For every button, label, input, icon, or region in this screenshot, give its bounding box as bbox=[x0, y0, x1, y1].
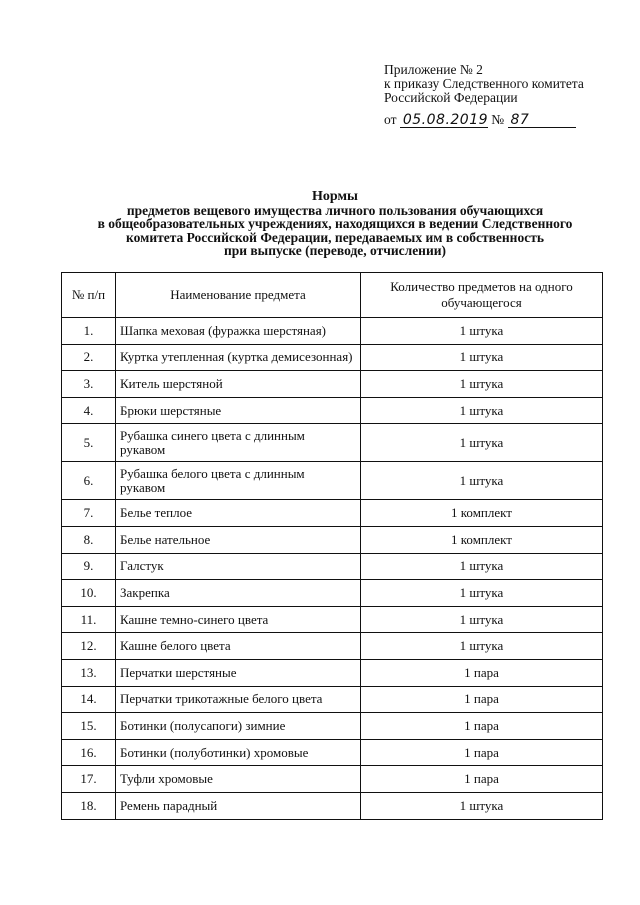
header-qty-line-2: обучающегося bbox=[441, 295, 522, 310]
row-qty: 1 штука bbox=[361, 344, 603, 371]
row-name: Кашне темно-синего цвета bbox=[116, 606, 361, 633]
row-qty: 1 пара bbox=[361, 713, 603, 740]
row-num: 15. bbox=[62, 713, 116, 740]
row-num: 18. bbox=[62, 792, 116, 819]
row-num: 1. bbox=[62, 318, 116, 345]
row-name-line-2: рукавом bbox=[120, 479, 166, 495]
header-qty bbox=[361, 273, 603, 318]
row-name: Перчатки трикотажные белого цвета bbox=[116, 686, 361, 713]
row-name: Туфли хромовые bbox=[116, 766, 361, 793]
row-name: Китель шерстяной bbox=[116, 371, 361, 398]
order-date: 05.08.2019 bbox=[400, 113, 488, 128]
row-qty: 1 штука bbox=[361, 606, 603, 633]
title-line-3: комитета Российской Федерации, передаваемых им в собственность bbox=[126, 229, 544, 245]
row-name: Ботинки (полуботинки) хромовые bbox=[116, 739, 361, 766]
appendix-org: Российской Федерации bbox=[384, 90, 518, 105]
row-qty: 1 штука bbox=[361, 553, 603, 580]
table-row bbox=[62, 713, 603, 740]
table-row bbox=[62, 318, 603, 345]
row-qty: 1 штука bbox=[361, 371, 603, 398]
row-name: Перчатки шерстяные bbox=[116, 659, 361, 686]
row-qty: 1 штука bbox=[361, 462, 603, 500]
row-qty: 1 штука bbox=[361, 633, 603, 660]
header-qty-line-1: Количество предметов на одного bbox=[390, 279, 573, 294]
row-name: Кашне белого цвета bbox=[116, 633, 361, 660]
row-name: Шапка меховая (фуражка шерстяная) bbox=[116, 318, 361, 345]
table-row bbox=[62, 526, 603, 553]
table-row bbox=[62, 397, 603, 424]
table-row bbox=[62, 739, 603, 766]
row-name-line-2: рукавом bbox=[120, 441, 166, 457]
order-from-label: от bbox=[384, 112, 397, 127]
title-line-4: при выпуске (переводе, отчислении) bbox=[223, 243, 447, 258]
row-qty: 1 пара bbox=[361, 766, 603, 793]
row-name: Галстук bbox=[116, 553, 361, 580]
title-line-2: в общеобразовательных учреждениях, находящихся в ведении Следственного bbox=[97, 216, 573, 231]
row-num: 12. bbox=[62, 633, 116, 660]
table-row bbox=[62, 553, 603, 580]
row-num: 7. bbox=[62, 500, 116, 527]
table-row bbox=[62, 686, 603, 713]
row-name: Ботинки (полусапоги) зимние bbox=[116, 713, 361, 740]
row-qty: 1 штука bbox=[361, 792, 603, 819]
row-num: 13. bbox=[62, 659, 116, 686]
table-row bbox=[62, 462, 603, 500]
table-row bbox=[62, 792, 603, 819]
appendix-header bbox=[384, 63, 584, 105]
table-row bbox=[62, 606, 603, 633]
table-row bbox=[62, 500, 603, 527]
row-qty: 1 пара bbox=[361, 686, 603, 713]
title-main: Нормы bbox=[312, 189, 358, 204]
row-num: 9. bbox=[62, 553, 116, 580]
row-num: 5. bbox=[62, 424, 116, 462]
row-num: 2. bbox=[62, 344, 116, 371]
table-row bbox=[62, 766, 603, 793]
row-name: Куртка утепленная (куртка демисезонная) bbox=[116, 344, 361, 371]
row-qty: 1 пара bbox=[361, 739, 603, 766]
title-line-1: предметов вещевого имущества личного пользования обучающихся bbox=[126, 202, 544, 218]
row-qty: 1 комплект bbox=[361, 526, 603, 553]
row-name: Ремень парадный bbox=[116, 792, 361, 819]
row-num: 11. bbox=[62, 606, 116, 633]
order-date-line bbox=[384, 112, 610, 128]
row-qty: 1 комплект bbox=[361, 500, 603, 527]
table-row bbox=[62, 580, 603, 607]
row-name: Брюки шерстяные bbox=[116, 397, 361, 424]
header-num: № п/п bbox=[62, 273, 116, 318]
row-num: 14. bbox=[62, 686, 116, 713]
table-row bbox=[62, 344, 603, 371]
table-header-row bbox=[62, 273, 603, 318]
order-number: 87 bbox=[508, 113, 576, 128]
row-num: 3. bbox=[62, 371, 116, 398]
norms-table bbox=[61, 272, 603, 820]
row-qty: 1 штука bbox=[361, 397, 603, 424]
header-name: Наименование предмета bbox=[116, 273, 361, 318]
order-number-label: № bbox=[491, 112, 505, 127]
row-name bbox=[116, 424, 361, 462]
appendix-number: Приложение № 2 bbox=[384, 62, 483, 77]
row-num: 8. bbox=[62, 526, 116, 553]
row-num: 6. bbox=[62, 462, 116, 500]
row-name: Белье теплое bbox=[116, 500, 361, 527]
row-qty: 1 штука bbox=[361, 318, 603, 345]
table-row bbox=[62, 371, 603, 398]
row-name bbox=[116, 462, 361, 500]
table-row bbox=[62, 659, 603, 686]
row-name-line-1: Рубашка белого цвета с длинным bbox=[120, 465, 305, 481]
row-num: 16. bbox=[62, 739, 116, 766]
row-num: 17. bbox=[62, 766, 116, 793]
row-name: Закрепка bbox=[116, 580, 361, 607]
row-qty: 1 штука bbox=[361, 580, 603, 607]
table-row bbox=[62, 633, 603, 660]
row-name: Белье нательное bbox=[116, 526, 361, 553]
row-num: 10. bbox=[62, 580, 116, 607]
appendix-order-ref: к приказу Следственного комитета bbox=[384, 76, 584, 91]
row-qty: 1 штука bbox=[361, 424, 603, 462]
row-num: 4. bbox=[62, 397, 116, 424]
row-qty: 1 пара bbox=[361, 659, 603, 686]
document-title bbox=[40, 190, 630, 258]
table-row bbox=[62, 424, 603, 462]
row-name-line-1: Рубашка синего цвета с длинным bbox=[120, 427, 305, 443]
